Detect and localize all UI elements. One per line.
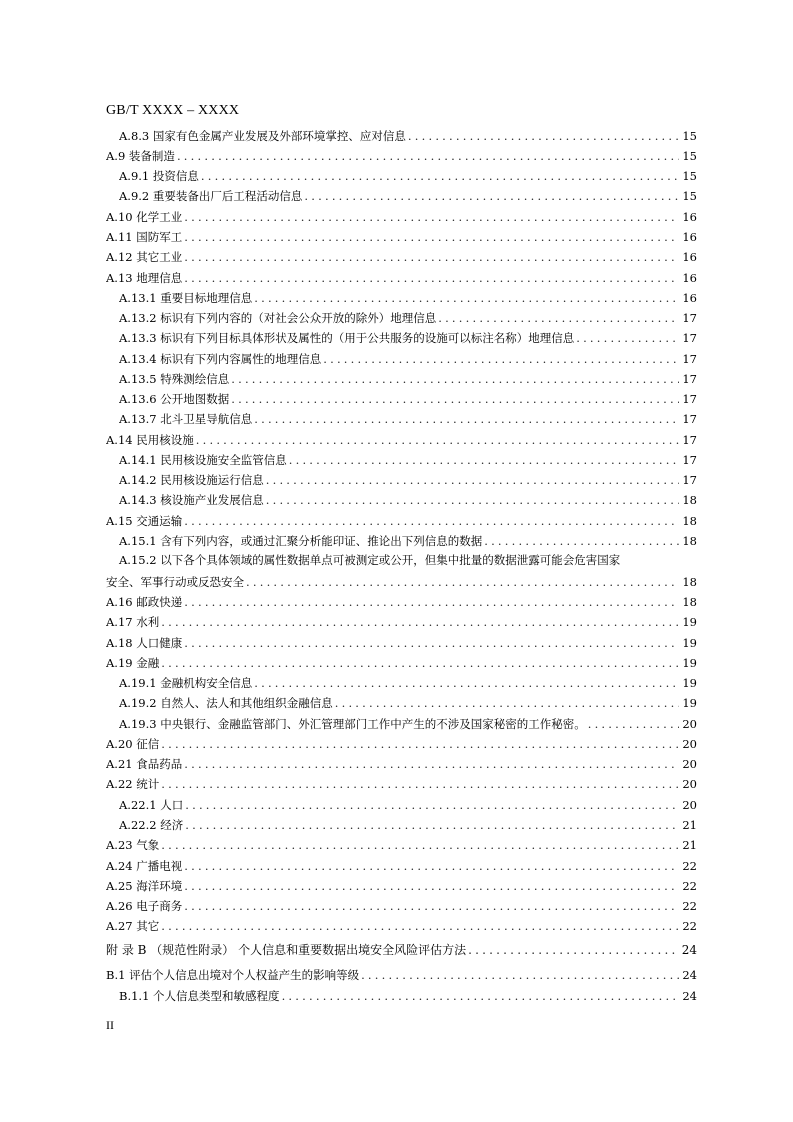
toc-entry[interactable] bbox=[106, 144, 697, 164]
leader-dots bbox=[184, 756, 679, 772]
toc-entry-page: 17 bbox=[682, 392, 697, 406]
leader-dots bbox=[246, 574, 679, 590]
toc-entry[interactable] bbox=[106, 610, 697, 630]
leader-dots bbox=[184, 858, 679, 874]
leader-dots bbox=[184, 594, 679, 610]
leader-dots bbox=[254, 290, 679, 306]
toc-entry-page: 21 bbox=[682, 838, 697, 852]
toc-entry-page: 15 bbox=[682, 169, 697, 183]
toc-entry-label: A.12 其它工业 bbox=[106, 250, 183, 264]
toc-entry[interactable] bbox=[106, 651, 697, 671]
leader-dots bbox=[254, 411, 679, 427]
toc-entry-page: 20 bbox=[682, 798, 697, 812]
toc-entry-page: 17 bbox=[682, 433, 697, 447]
leader-dots bbox=[468, 942, 679, 958]
toc-entry-label: A.17 水利 bbox=[106, 615, 160, 629]
toc-entry-label: A.25 海洋环境 bbox=[106, 879, 183, 893]
leader-dots bbox=[231, 391, 679, 407]
leader-dots bbox=[254, 675, 679, 691]
toc-entry-page: 21 bbox=[682, 818, 697, 832]
leader-dots bbox=[438, 310, 679, 326]
toc-entry-page: 18 bbox=[682, 575, 697, 589]
toc-entry[interactable] bbox=[106, 266, 697, 286]
toc-entry[interactable] bbox=[119, 347, 697, 367]
toc-entry-label: A.14.2 民用核设施运行信息 bbox=[119, 473, 264, 487]
toc-entry-label: A.13.2 标识有下列内容的（对社会公众开放的除外）地理信息 bbox=[119, 311, 437, 325]
toc-entry-page: 22 bbox=[682, 899, 697, 913]
toc-entry[interactable] bbox=[119, 691, 697, 711]
toc-entry-label: A.13.6 公开地图数据 bbox=[119, 392, 230, 406]
toc-entry-label: A.19 金融 bbox=[106, 656, 160, 670]
toc-entry-page: 22 bbox=[682, 859, 697, 873]
toc-entry-label: A.22 统计 bbox=[106, 777, 160, 791]
toc-entry-label: A.19.1 金融机构安全信息 bbox=[119, 676, 253, 690]
leader-dots bbox=[231, 371, 679, 387]
toc-entry-page: 15 bbox=[682, 149, 697, 163]
leader-dots bbox=[177, 148, 679, 164]
toc-entry[interactable] bbox=[119, 448, 697, 468]
toc-entry-page: 19 bbox=[682, 656, 697, 670]
toc-entry-label: B.1 评估个人信息出境对个人权益产生的影响等级 bbox=[106, 968, 360, 982]
leader-dots bbox=[184, 270, 679, 286]
toc-entry-label: A.26 电子商务 bbox=[106, 899, 183, 913]
toc-entry-label: A.14 民用核设施 bbox=[106, 433, 194, 447]
toc-entry-label-continued: 安全、军事行动或反恐安全 bbox=[106, 575, 244, 589]
toc-entry-label: A.13.1 重要目标地理信息 bbox=[119, 291, 253, 305]
leader-dots bbox=[184, 229, 679, 245]
toc-entry-page: 18 bbox=[682, 493, 697, 507]
toc-entry-label: A.10 化学工业 bbox=[106, 210, 183, 224]
toc-entry[interactable] bbox=[106, 245, 697, 265]
toc-entry[interactable] bbox=[106, 631, 697, 651]
toc-entry-page: 16 bbox=[682, 271, 697, 285]
leader-dots bbox=[201, 168, 679, 184]
document-header-id: GB/T XXXX – XXXX bbox=[106, 103, 240, 118]
toc-entry-wrapped-first-line[interactable]: A.15.2 以下各个具体领域的属性数据单点可被测定或公开，但集中批量的数据泄露可能会危害国家 bbox=[119, 553, 621, 567]
leader-dots bbox=[576, 330, 679, 346]
toc-entry-page: 19 bbox=[682, 615, 697, 629]
toc-entry-label: A.22.1 人口 bbox=[119, 798, 184, 812]
toc-entry-page: 17 bbox=[682, 352, 697, 366]
toc-entry-label: B.1.1 个人信息类型和敏感程度 bbox=[119, 989, 280, 1003]
toc-entry-label: A.13.4 标识有下列内容属性的地理信息 bbox=[119, 352, 322, 366]
toc-entry[interactable] bbox=[106, 874, 697, 894]
leader-dots bbox=[361, 967, 679, 983]
leader-dots bbox=[185, 797, 679, 813]
toc-entry-page: 16 bbox=[682, 250, 697, 264]
toc-entry[interactable] bbox=[106, 854, 697, 874]
toc-entry-label: A.24 广播电视 bbox=[106, 859, 183, 873]
toc-entry-page: 20 bbox=[682, 737, 697, 751]
toc-entry-page: 18 bbox=[682, 534, 697, 548]
toc-entry[interactable] bbox=[119, 488, 697, 508]
leader-dots bbox=[185, 817, 679, 833]
toc-entry-label: A.19.3 中央银行、金融监管部门、外汇管理部门工作中产生的不涉及国家秘密的工作秘密。 bbox=[119, 717, 586, 731]
leader-dots bbox=[335, 695, 679, 711]
leader-dots bbox=[161, 776, 679, 792]
toc-entry[interactable] bbox=[106, 428, 697, 448]
toc-entry[interactable] bbox=[106, 225, 697, 245]
toc-entry-page: 18 bbox=[682, 595, 697, 609]
toc-entry-page: 24 bbox=[682, 968, 697, 982]
toc-entry[interactable] bbox=[106, 752, 697, 772]
toc-entry-page: 17 bbox=[682, 473, 697, 487]
toc-entry-label: A.21 食品药品 bbox=[106, 757, 183, 771]
toc-entry-label: A.15 交通运输 bbox=[106, 514, 183, 528]
toc-entry-page: 20 bbox=[682, 777, 697, 791]
toc-entry-label: A.14.1 民用核设施安全监管信息 bbox=[119, 453, 287, 467]
toc-entry-page: 15 bbox=[682, 189, 697, 203]
toc-entry-label: A.23 气象 bbox=[106, 838, 160, 852]
toc-entry-appendix[interactable] bbox=[106, 938, 697, 958]
leader-dots bbox=[282, 988, 679, 1004]
toc-entry-label: A.13 地理信息 bbox=[106, 271, 183, 285]
toc-entry[interactable] bbox=[119, 326, 697, 346]
leader-dots bbox=[408, 128, 679, 144]
toc-entry-page: 22 bbox=[682, 879, 697, 893]
page-number: II bbox=[106, 1018, 114, 1032]
toc-entry-page: 18 bbox=[682, 514, 697, 528]
toc-entry-label: A.27 其它 bbox=[106, 919, 160, 933]
toc-entry[interactable] bbox=[106, 963, 697, 983]
toc-entry[interactable] bbox=[119, 813, 697, 833]
toc-entry[interactable] bbox=[119, 468, 697, 488]
toc-entry-page: 20 bbox=[682, 757, 697, 771]
toc-entry-label: 附 录 B （规范性附录） 个人信息和重要数据出境安全风险评估方法 bbox=[106, 943, 467, 957]
toc-entry[interactable] bbox=[119, 286, 697, 306]
toc-entry-page: 22 bbox=[682, 919, 697, 933]
toc-entry[interactable] bbox=[119, 387, 697, 407]
toc-entry[interactable] bbox=[119, 712, 697, 732]
toc-entry-page: 15 bbox=[682, 129, 697, 143]
toc-entry-page: 24 bbox=[681, 943, 697, 957]
leader-dots bbox=[161, 736, 679, 752]
toc-entry-label: A.13.7 北斗卫星导航信息 bbox=[119, 412, 253, 426]
toc-entry[interactable] bbox=[119, 529, 697, 549]
leader-dots bbox=[289, 452, 679, 468]
toc-entry[interactable] bbox=[119, 671, 697, 691]
toc-entry-page: 16 bbox=[682, 210, 697, 224]
leader-dots bbox=[184, 513, 679, 529]
leader-dots bbox=[266, 492, 679, 508]
toc-entry[interactable] bbox=[119, 793, 697, 813]
toc-entry-label: A.22.2 经济 bbox=[119, 818, 184, 832]
toc-entry[interactable] bbox=[119, 407, 697, 427]
leader-dots bbox=[161, 614, 679, 630]
leader-dots bbox=[588, 716, 679, 732]
toc-entry[interactable] bbox=[119, 984, 697, 1004]
leader-dots bbox=[266, 472, 679, 488]
toc-entry[interactable] bbox=[119, 184, 697, 204]
toc-entry[interactable] bbox=[119, 367, 697, 387]
toc-entry[interactable] bbox=[106, 590, 697, 610]
toc-entry-label: A.18 人口健康 bbox=[106, 636, 183, 650]
toc-entry-page: 19 bbox=[682, 696, 697, 710]
leader-dots bbox=[184, 878, 679, 894]
toc-entry-page: 17 bbox=[682, 331, 697, 345]
leader-dots bbox=[484, 533, 679, 549]
toc-entry-label: A.8.3 国家有色金属产业发展及外部环境掌控、应对信息 bbox=[119, 129, 406, 143]
toc-entry[interactable] bbox=[106, 205, 697, 225]
toc-entry-label: A.11 国防军工 bbox=[106, 230, 183, 244]
toc-entry-page: 20 bbox=[682, 717, 697, 731]
toc-entry-label: A.16 邮政快递 bbox=[106, 595, 183, 609]
toc-entry[interactable] bbox=[119, 306, 697, 326]
toc-entry-label: A.9 装备制造 bbox=[106, 149, 175, 163]
toc-entry[interactable] bbox=[106, 570, 697, 590]
toc-entry-label: A.19.2 自然人、法人和其他组织金融信息 bbox=[119, 696, 333, 710]
toc-entry[interactable] bbox=[106, 772, 697, 792]
toc-entry[interactable] bbox=[106, 732, 697, 752]
toc-entry-page: 16 bbox=[682, 230, 697, 244]
toc-entry[interactable] bbox=[106, 914, 697, 934]
toc-entry-page: 19 bbox=[682, 676, 697, 690]
leader-dots bbox=[161, 918, 679, 934]
toc-entry-label: A.9.2 重要装备出厂后工程活动信息 bbox=[119, 189, 303, 203]
toc-entry-label: A.9.1 投资信息 bbox=[119, 169, 199, 183]
leader-dots bbox=[323, 351, 679, 367]
leader-dots bbox=[184, 635, 679, 651]
leader-dots bbox=[184, 249, 679, 265]
toc-entry-label: A.13.5 特殊测绘信息 bbox=[119, 372, 230, 386]
toc-entry-label: A.13.3 标识有下列目标具体形状及属性的（用于公共服务的设施可以标注名称）地理信息 bbox=[119, 331, 575, 345]
toc-entry-page: 17 bbox=[682, 311, 697, 325]
leader-dots bbox=[184, 209, 679, 225]
leader-dots bbox=[161, 655, 679, 671]
toc-entry[interactable] bbox=[106, 509, 697, 529]
leader-dots bbox=[304, 188, 679, 204]
toc-entry-page: 17 bbox=[682, 412, 697, 426]
toc-entry[interactable] bbox=[106, 894, 697, 914]
toc-entry-label: A.14.3 核设施产业发展信息 bbox=[119, 493, 264, 507]
leader-dots bbox=[196, 432, 679, 448]
toc-entry-label: A.20 征信 bbox=[106, 737, 160, 751]
leader-dots bbox=[184, 898, 679, 914]
toc-entry-page: 24 bbox=[682, 989, 697, 1003]
toc-entry-label: A.15.1 含有下列内容，或通过汇聚分析能印证、推论出下列信息的数据 bbox=[119, 534, 483, 548]
leader-dots bbox=[161, 837, 679, 853]
toc-entry-page: 19 bbox=[682, 636, 697, 650]
toc-entry[interactable] bbox=[106, 833, 697, 853]
toc-entry[interactable] bbox=[119, 124, 697, 144]
toc-entry[interactable] bbox=[119, 164, 697, 184]
toc-entry-page: 17 bbox=[682, 372, 697, 386]
toc-entry-page: 17 bbox=[682, 453, 697, 467]
toc-entry-page: 16 bbox=[682, 291, 697, 305]
